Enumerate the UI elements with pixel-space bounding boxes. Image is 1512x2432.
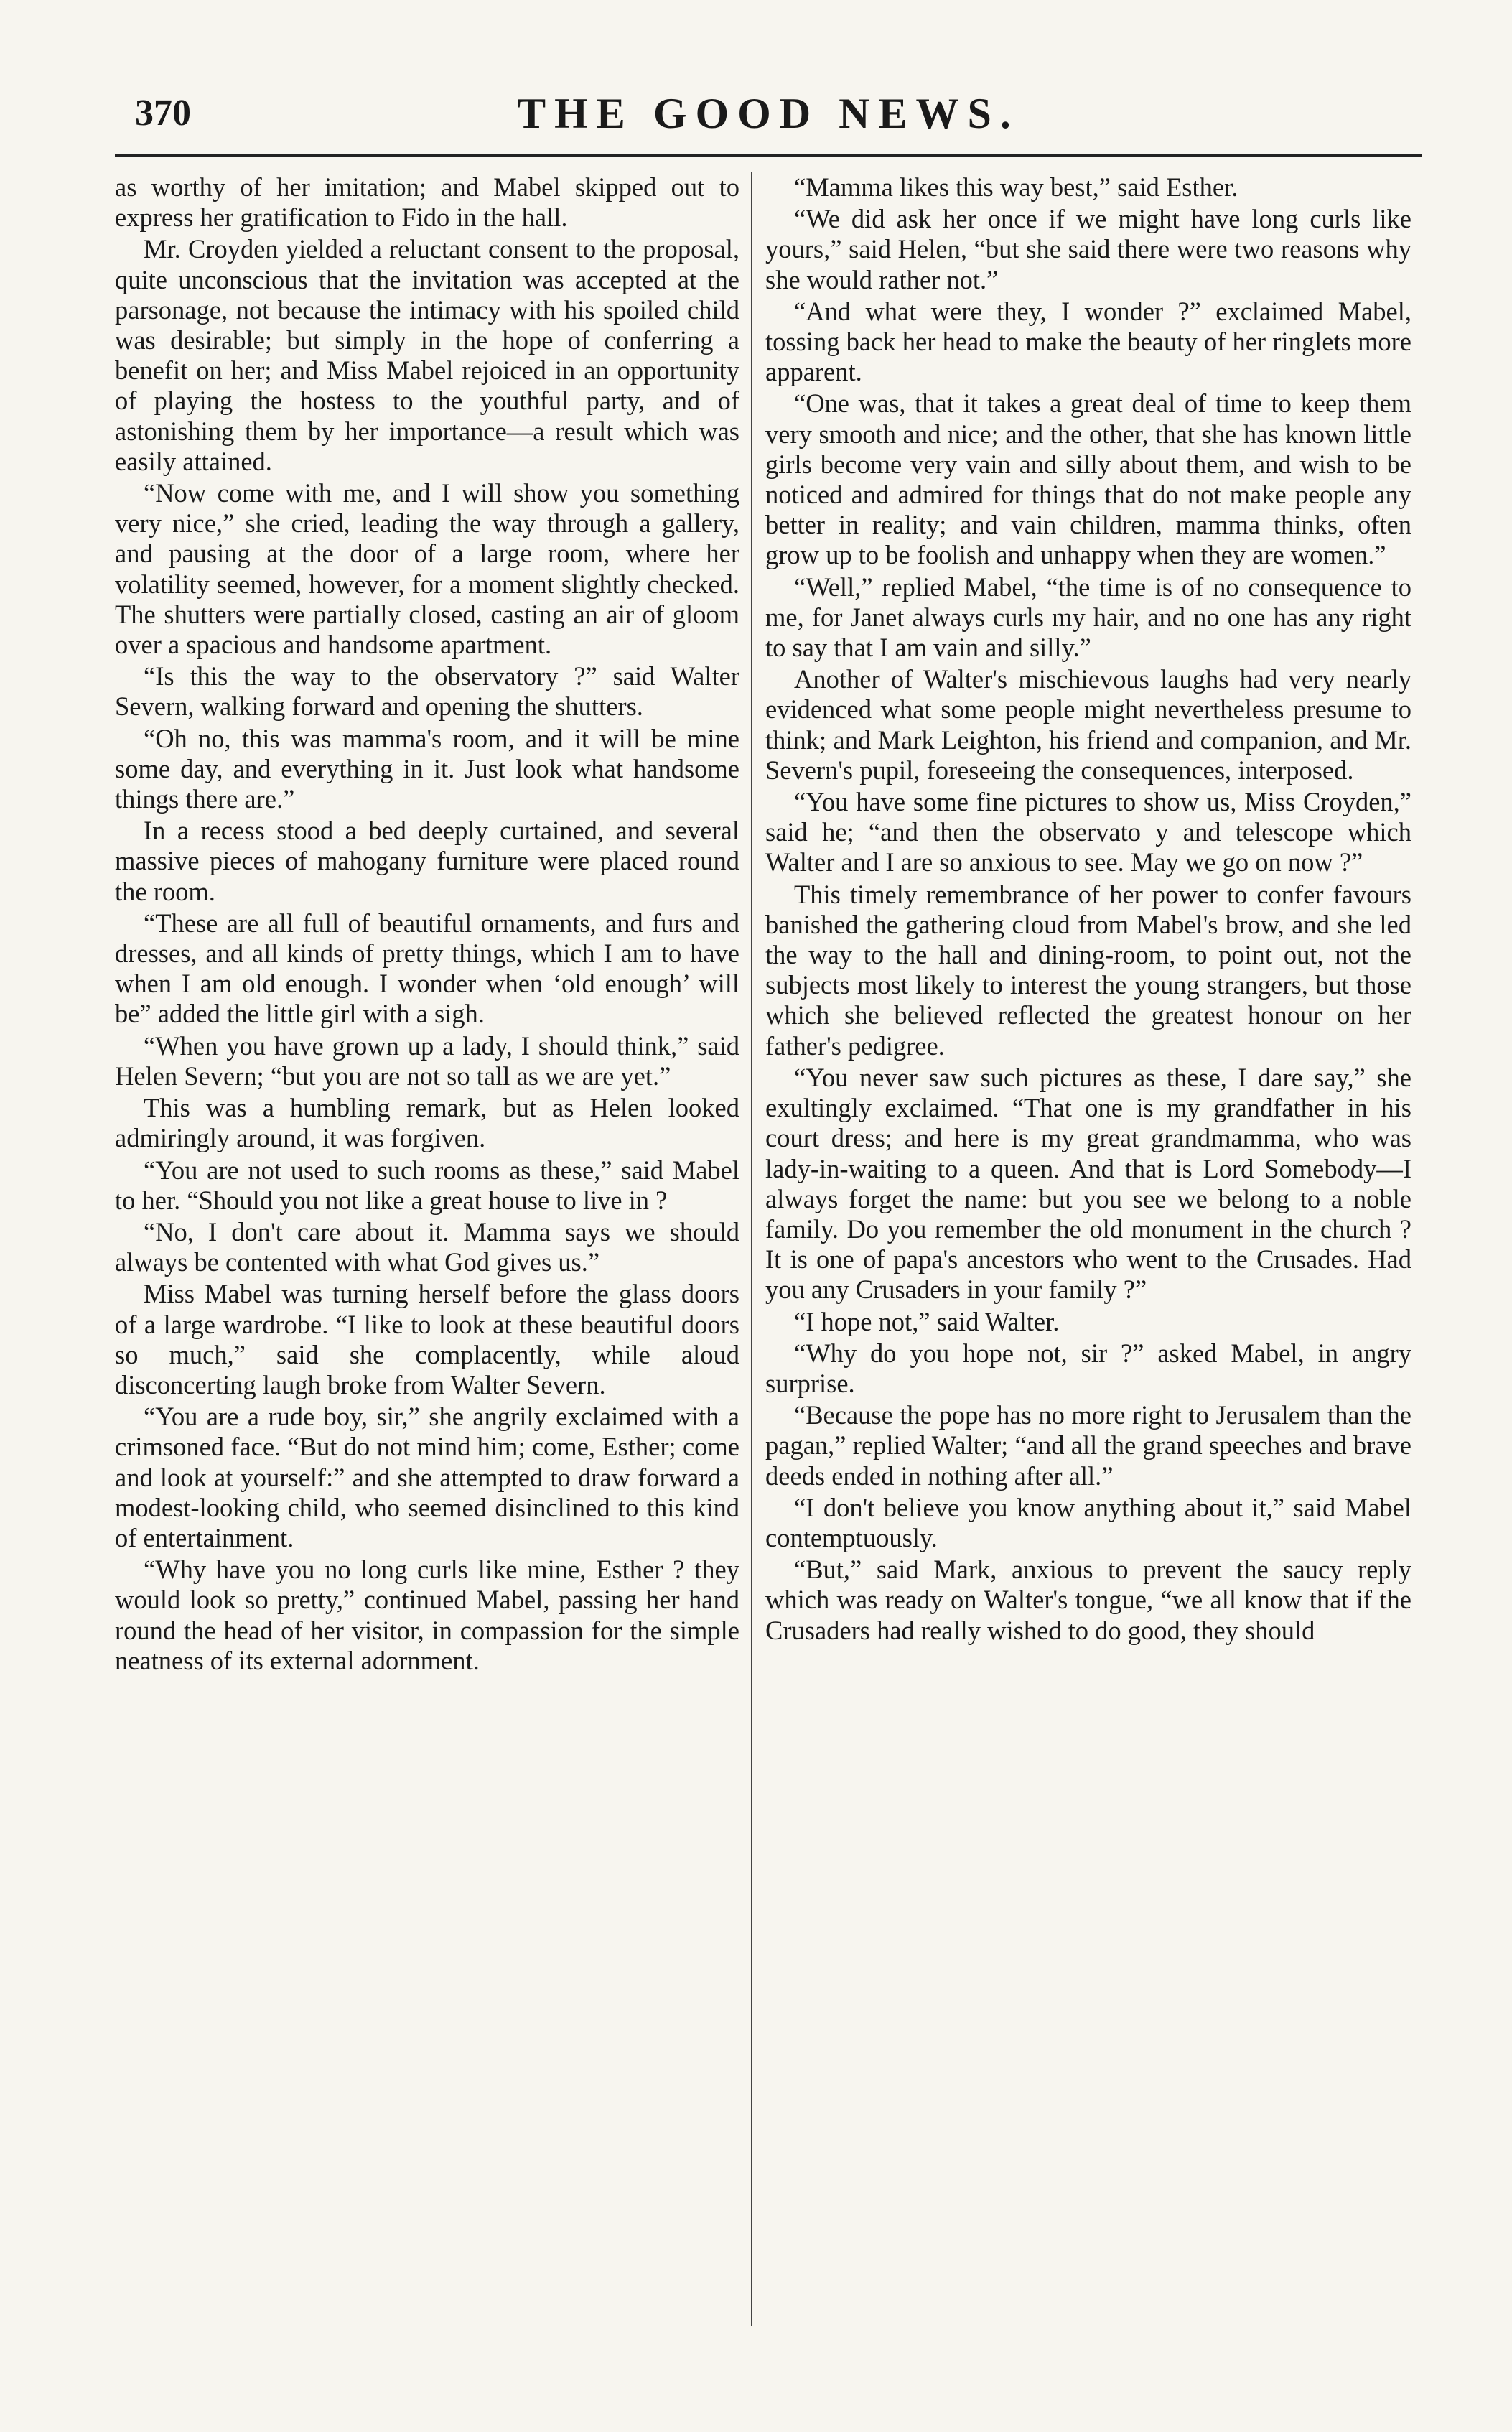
paragraph: “Why do you hope not, sir ?” asked Mabel, in angry surprise. xyxy=(765,1338,1411,1398)
paragraph: “We did ask her once if we might have long curls like yours,” said Helen, “but she said there were two reasons why she would rather not.” xyxy=(765,204,1411,294)
right-column xyxy=(765,172,1411,1647)
paragraph: “No, I don't care about it. Mamma says we should always be contented with what God gives us.” xyxy=(115,1216,739,1277)
paragraph: “Oh no, this was mamma's room, and it will be mine some day, and everything in it. Just look what handsome things there are.” xyxy=(115,723,739,814)
paragraph: “I hope not,” said Walter. xyxy=(794,1306,1060,1336)
paragraph: as worthy of her imitation; and Mabel skipped out to express her gratification to Fido in the hall. xyxy=(115,172,739,233)
paragraph: Mr. Croyden yielded a reluctant consent to the proposal, quite unconscious that the invitation was accepted at the parsonage, not because the intimacy with his spoiled child was desirable; but simply in the hope of conferring a benefit on her; and Miss Mabel rejoiced in an opportunity of playing the hostess to the youthful party, and of astonishing them by her importance—a result which was easily attained. xyxy=(115,234,739,476)
paragraph: This was a humbling remark, but as Helen looked admiringly around, it was forgiven. xyxy=(115,1093,739,1153)
paragraph: “You have some fine pictures to show us, Miss Croyden,” said he; “and then the observato y and telescope which Walter and I are so anxious to see. May we go on now ?” xyxy=(765,787,1411,877)
paragraph: “One was, that it takes a great deal of time to keep them very smooth and nice; and the other, that she has known little girls become very vain and silly about them, and wish to be noticed and admired for things that do not make people any better in reality; and vain children, mamma thinks, often grow up to be foolish and unhappy when they are women.” xyxy=(765,388,1411,570)
paragraph: In a recess stood a bed deeply curtained, and several massive pieces of mahogany furniture were placed round the room. xyxy=(115,816,739,906)
paragraph: “Why have you no long curls like mine, Esther ? they would look so pretty,” continued Mabel, passing her hand round the head of her visitor, in compassion for the simple neatness of its external adornment. xyxy=(115,1555,739,1675)
page-header xyxy=(115,85,1422,157)
paragraph: “When you have grown up a lady, I should think,” said Helen Severn; “but you are not so tall as we are yet.” xyxy=(115,1030,739,1091)
column-divider xyxy=(751,172,752,2326)
paragraph: “And what were they, I wonder ?” exclaimed Mabel, tossing back her head to make the beauty of her ringlets more apparent. xyxy=(765,296,1411,387)
paragraph: “Because the pope has no more right to Jerusalem than the pagan,” replied Walter; “and all the grand speeches and brave deeds ended in nothing after all.” xyxy=(765,1400,1411,1491)
paragraph: “I don't believe you know anything about it,” said Mabel contemptuously. xyxy=(765,1492,1411,1552)
left-column xyxy=(115,172,739,1677)
paragraph: “But,” said Mark, anxious to prevent the saucy reply which was ready on Walter's tongue, “we all know that if the Crusaders had really wished to do good, they should xyxy=(765,1555,1411,1645)
running-title: THE GOOD NEWS. xyxy=(517,90,1019,137)
header-rule xyxy=(115,154,1422,157)
paragraph: “Now come with me, and I will show you something very nice,” she cried, leading the way through a gallery, and pausing at the door of a large room, where her volatility seemed, however, for a moment slightly checked. The shutters were partially closed, casting an air of gloom over a spacious and handsome apartment. xyxy=(115,478,739,660)
paragraph: Miss Mabel was turning herself before the glass doors of a large wardrobe. “I like to look at these beautiful doors so much,” said she complacently, while aloud disconcerting laugh broke from Walter Severn. xyxy=(115,1279,739,1399)
paragraph: “Is this the way to the observatory ?” said Walter Severn, walking forward and opening the shutters. xyxy=(115,661,739,722)
page-number: 370 xyxy=(135,93,191,134)
paragraph: “These are all full of beautiful ornaments, and furs and dresses, and all kinds of pretty things, which I am to have when I am old enough. I wonder when ‘old enough’ will be” added the little girl with a sigh. xyxy=(115,908,739,1029)
paragraph: “Mamma likes this way best,” said Esther. xyxy=(794,172,1238,202)
paragraph: “You are not used to such rooms as these,” said Mabel to her. “Should you not like a great house to live in ? xyxy=(115,1155,739,1215)
paragraph: Another of Walter's mischievous laughs had very nearly evidenced what some people might nevertheless presume to think; and Mark Leighton, his friend and companion, and Mr. Severn's pupil, foreseeing the consequences, interposed. xyxy=(765,664,1411,785)
paragraph: “You never saw such pictures as these, I dare say,” she exultingly exclaimed. “That one is my grandfather in his court dress; and here is my great grandmamma, who was lady-in-waiting to a queen. And that is Lord Somebody—I always forget the name: but you see we belong to a noble family. Do you remember the old monument in the church ? It is one of papa's ancestors who went to the Crusades. Had you any Crusaders in your family ?” xyxy=(765,1062,1411,1305)
paragraph: “You are a rude boy, sir,” she angrily exclaimed with a crimsoned face. “But do not mind him; come, Esther; come and look at yourself:” and she attempted to draw forward a modest-looking child, who seemed disinclined to this kind of entertainment. xyxy=(115,1402,739,1552)
paragraph: “Well,” replied Mabel, “the time is of no consequence to me, for Janet always curls my hair, and no one has any right to say that I am vain and silly.” xyxy=(765,572,1411,663)
paragraph: This timely remembrance of her power to confer favours banished the gathering cloud from Mabel's brow, and she led the way to the hall and dining-room, to point out, not the subjects most likely to interest the young strangers, but those which she believed reflected the greatest honour on her father's pedigree. xyxy=(765,879,1411,1061)
